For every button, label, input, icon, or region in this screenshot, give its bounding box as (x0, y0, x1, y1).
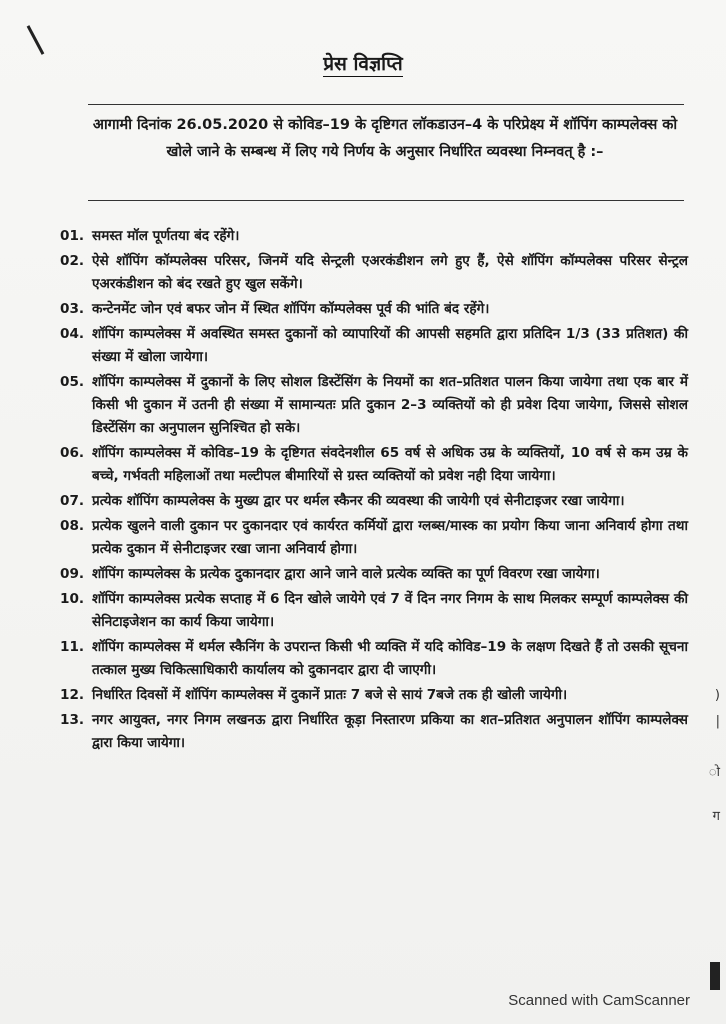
item-text: समस्त मॉल पूर्णतया बंद रहेंगे। (92, 228, 240, 244)
list-item (60, 490, 688, 513)
scanner-watermark: Scanned with CamScanner (508, 992, 690, 1009)
list-item (60, 225, 688, 248)
item-text: शॉपिंग काम्पलेक्स प्रत्येक सप्ताह में 6 दिन खोले जायेगे एवं 7 वें दिन नगर निगम के साथ मिलकर सम्पूर्ण काम्पलेक्स की सेनिटाइजेशन का कार्य किया जायेगा। (92, 591, 688, 630)
list-item (60, 684, 688, 707)
list-item (60, 442, 688, 488)
list-item (60, 515, 688, 561)
item-number: 12. (60, 687, 85, 703)
item-number: 03. (60, 301, 85, 317)
item-number: 13. (60, 712, 85, 728)
item-number: 02. (60, 253, 85, 269)
item-text: प्रत्येक खुलने वाली दुकान पर दुकानदार एवं कार्यरत कर्मियों द्वारा ग्लब्स/मास्क का प्रयोग किया जाना अनिवार्य होगा तथा प्रत्येक दुकान में सेनीटाइजर रखा जाना अनिवार्य होगा। (92, 518, 688, 557)
item-text: निर्धारित दिवसों में शॉपिंग काम्पलेक्स में दुकानें प्रातः 7 बजे से सायं 7बजे तक ही खोली जायेगी। (92, 687, 568, 703)
item-number: 04. (60, 326, 85, 342)
item-text: शॉपिंग काम्पलेक्स में अवस्थित समस्त दुकानों को व्यापारियों की आपसी सहमति द्वारा प्रतिदिन 1/3 (33 प्रतिशत) की संख्या में खोला जायेगा। (92, 326, 688, 365)
item-text: शॉपिंग काम्पलेक्स के प्रत्येक दुकानदार द्वारा आने जाने वाले प्रत्येक व्यक्ति का पूर्ण विवरण रखा जायेगा। (92, 566, 600, 582)
item-text: शॉपिंग काम्पलेक्स में थर्मल स्कैनिंग के उपरान्त किसी भी व्यक्ति में यदि कोविड–19 के लक्षण दिखते हैं तो उसकी सूचना तत्काल मुख्य चिकित्साधिकारी कार्यालय को दुकानदार द्वारा दी जाएगी। (92, 639, 688, 678)
list-item (60, 636, 688, 682)
heading-bottom-rule (88, 200, 684, 201)
document-title (0, 50, 726, 76)
item-text: शॉपिंग काम्पलेक्स में दुकानों के लिए सोशल डिस्टेंसिंग के नियमों का शत–प्रतिशत पालन किया जायेगा तथा एक बार में किसी भी दुकान में उतनी ही संख्या में सामान्यतः प्रति दुकान 2–3 व्यक्तियों को ही प्रवेश दिया जायेगा, जिससे सोशल डिस्टेंसिंग का अनुपालन सुनिश्चित हो सके। (92, 374, 688, 436)
item-number: 07. (60, 493, 85, 509)
list-item (60, 563, 688, 586)
item-text: ऐसे शॉपिंग कॉम्पलेक्स परिसर, जिनमें यदि सेन्ट्रली एअरकंडीशन लगे हुए हैं, ऐसे शॉपिंग कॉम्पलेक्स परिसर सेन्ट्रल एअरकंडीशन को बंद रखते हुए खुल सकेंगे। (92, 253, 688, 292)
edge-fragment: ) (714, 688, 720, 703)
item-number: 08. (60, 518, 85, 534)
item-number: 01. (60, 228, 85, 244)
item-number: 10. (60, 591, 85, 607)
list-item (60, 298, 688, 321)
edge-fragment: ग (712, 809, 720, 824)
item-number: 11. (60, 639, 85, 655)
edge-shadow (710, 962, 720, 990)
document-title-text: प्रेस विज्ञप्ति (323, 53, 403, 75)
list-item (60, 588, 688, 634)
list-item (60, 709, 688, 755)
item-number: 05. (60, 374, 85, 390)
edge-fragment: | (715, 714, 720, 729)
item-text: कन्टेनमेंट जोन एवं बफर जोन में स्थित शॉपिंग कॉम्पलेक्स पूर्व की भांति बंद रहेंगे। (92, 301, 490, 317)
list-item (60, 250, 688, 296)
heading-top-rule (88, 104, 684, 105)
item-number: 09. (60, 566, 85, 582)
edge-fragment: ो (708, 765, 720, 780)
instruction-list (60, 225, 688, 757)
item-text: शॉपिंग काम्पलेक्स में कोविड–19 के दृष्टिगत संवदेनशील 65 वर्ष से अधिक उम्र के व्यक्तियों, 10 वर्ष से कम उम्र के बच्चे, गर्भवती महिलाओं तथा मल्टीपल बीमारियों से ग्रस्त व्यक्तियों को प्रवेश नही दिया जायेगा। (92, 445, 688, 484)
item-text: नगर आयुक्त, नगर निगम लखनऊ द्वारा निर्धारित कूड़ा निस्तारण प्रकिया का शत–प्रतिशत अनुपालन शॉपिंग काम्पलेक्स द्वारा किया जायेगा। (92, 712, 688, 751)
list-item (60, 371, 688, 440)
list-item (60, 323, 688, 369)
document-heading: आगामी दिनांक 26.05.2020 से कोविड–19 के दृष्टिगत लॉकडाउन–4 के परिप्रेक्ष्य में शॉपिंग काम्पलेक्स को खोले जाने के सम्बन्ध में लिए गये निर्णय के अनुसार निर्धारित व्यवस्था निम्नवत् है :– (92, 117, 678, 160)
item-text: प्रत्येक शॉपिंग काम्पलेक्स के मुख्य द्वार पर थर्मल स्कैनर की व्यवस्था की जायेगी एवं सेनीटाइजर रखा जायेगा। (92, 493, 625, 509)
item-number: 06. (60, 445, 85, 461)
